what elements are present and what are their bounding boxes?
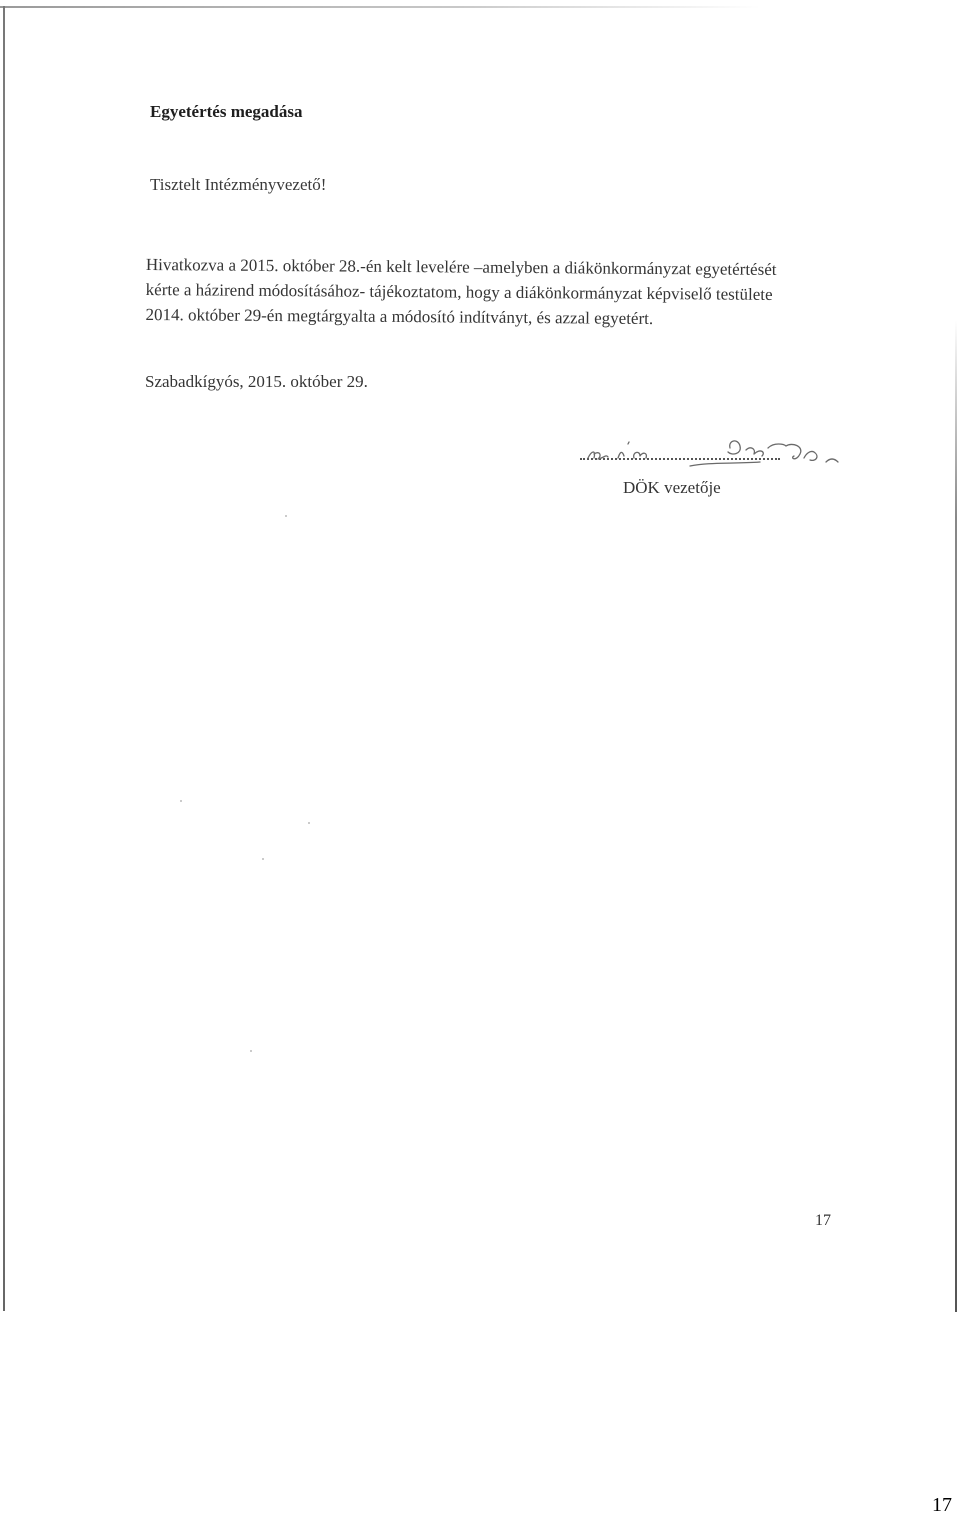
signature-block [570,428,890,508]
body-line: kérte a házirend módosításához- tájékoztatom, hogy a diákönkormányzat képviselő testülete [145,279,773,304]
signer-title: DÖK vezetője [623,478,721,497]
page-number: 17 [932,1494,952,1516]
body-paragraph [145,252,866,333]
document-heading: Egyetértés megadása [150,102,303,121]
scan-speck [262,858,264,860]
scan-speck [308,822,310,824]
body-line: 2014. október 29-én megtárgyalta a módosító indítványt, és azzal egyetért. [145,304,654,328]
handwritten-signature [570,428,890,488]
body-line: Hivatkozva a 2015. október 28.-én kelt levelére –amelyben a diákönkormányzat egyetértését [145,254,777,279]
salutation: Tisztelt Intézményvezető! [150,175,327,194]
scan-speck [180,800,182,802]
scan-edge-top [0,6,760,8]
scan-speck [285,515,287,517]
page-number-scan: 17 [815,1212,831,1229]
place-and-date: Szabadkígyós, 2015. október 29. [145,372,368,391]
scan-edge-left [3,6,5,1311]
scan-edge-right [955,320,957,1312]
scan-speck [250,1050,252,1052]
